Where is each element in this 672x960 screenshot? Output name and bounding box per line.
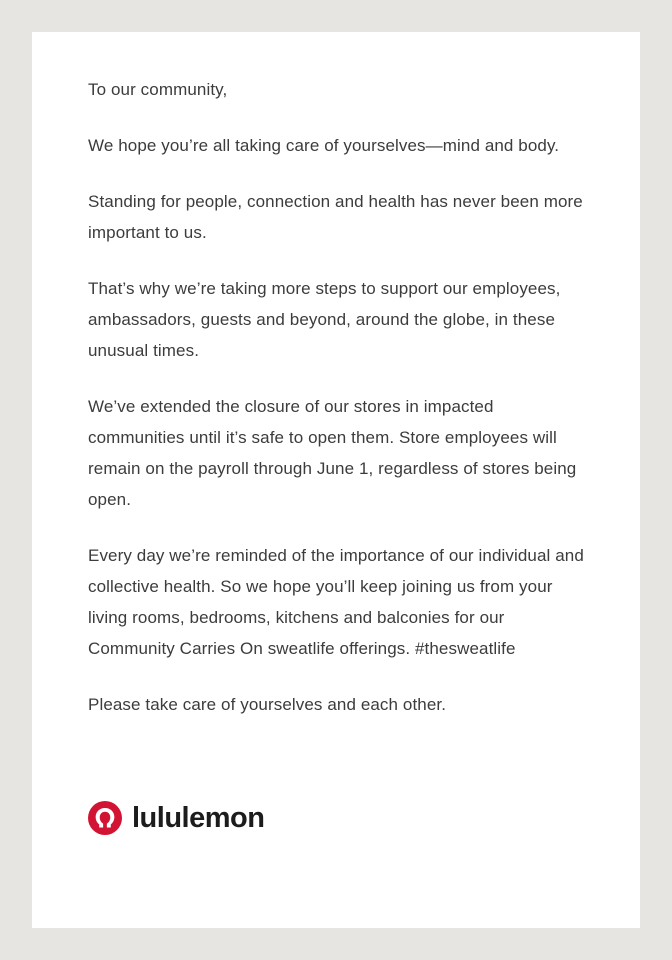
letter-card [32, 32, 640, 928]
letter-closing: Please take care of yourselves and each other. [88, 695, 447, 714]
letter-paragraph: That’s why we’re taking more steps to support our employees, ambassadors, guests and beyond, around the globe, in these unusual times. [88, 279, 561, 360]
letter-salutation: To our community, [88, 80, 228, 99]
letter-body [88, 74, 584, 745]
letter-paragraph: We hope you’re all taking care of yourselves—mind and body. [88, 136, 560, 155]
letter-paragraph: Standing for people, connection and health has never been more important to us. [88, 192, 583, 242]
brand-wordmark: lululemon [132, 802, 265, 834]
brand-signature [88, 801, 584, 835]
letter-paragraph: Every day we’re reminded of the importance of our individual and collective health. So we hope you’ll keep joining us from your living rooms, bedrooms, kitchens and balconies for our Community Carries On sweatlife offerings. #thesweatlife [88, 546, 584, 658]
letter-paragraph: We’ve extended the closure of our stores in impacted communities until it’s safe to open them. Store employees will remain on the payroll through June 1, regardless of stores being open. [88, 397, 577, 509]
lululemon-logo-icon [88, 801, 122, 835]
